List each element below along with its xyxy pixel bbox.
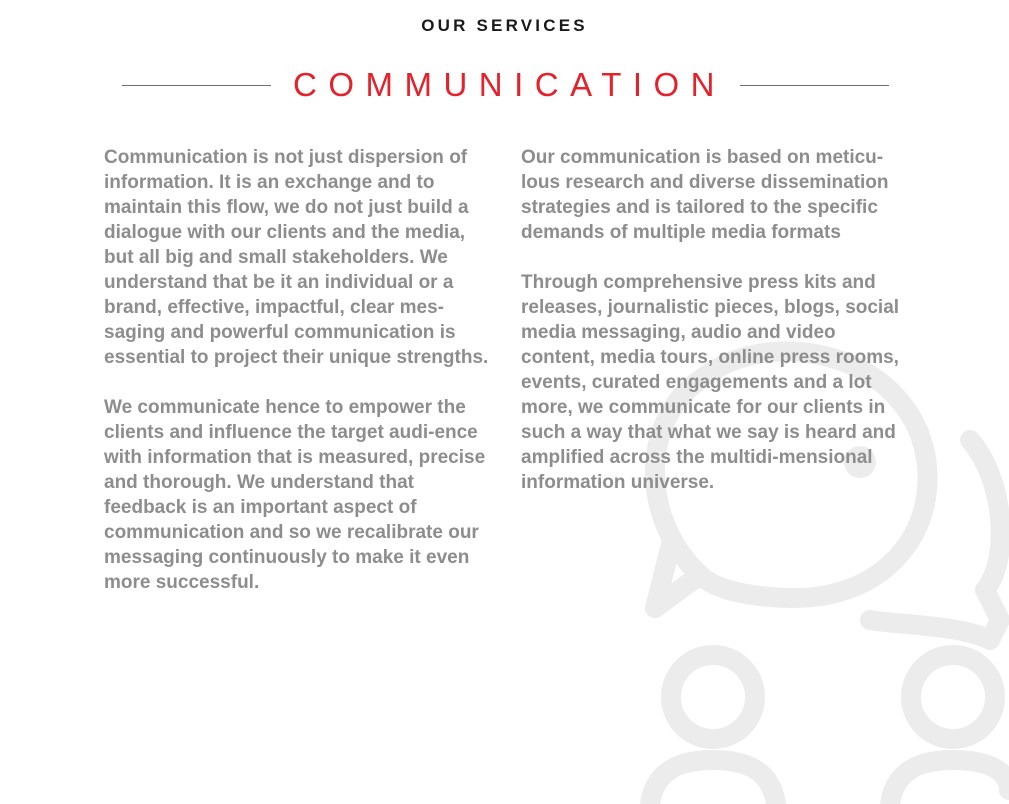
title-divider-right — [740, 85, 889, 86]
title-divider-left — [122, 85, 271, 86]
title-row — [122, 64, 889, 106]
paragraph: Our communication is based on meticu-lous research and diverse dissemination strategies and is tailored to the specific demands of multiple media formats — [521, 147, 889, 243]
right-column — [521, 145, 906, 520]
left-column — [104, 145, 489, 620]
section-eyebrow: OUR SERVICES — [421, 16, 588, 35]
paragraph: Through comprehensive press kits and releases, journalistic pieces, blogs, social media messaging, audio and video content, media tours, online press rooms, events, curated engagements and a lot more, we communicate for our clients in such a way that what we say is heard and amplified across the multidi-mensional information universe. — [521, 272, 900, 493]
page-title: COMMUNICATION — [292, 66, 727, 103]
paragraph: Communication is not just dispersion of information. It is an exchange and to maintain this flow, we do not just build a dialogue with our clients and the media, but all big and small stakeholders. We understand that be it an individual or a brand, effective, impactful, clear mes-saging and powerful communication is essential to project their unique strengths. — [104, 147, 489, 368]
paragraph: We communicate hence to empower the clients and influence the target audi-ence with information that is measured, precise and thorough. We understand that feedback is an important aspect of communication and so we recalibrate our messaging continuously to make it even more successful. — [104, 397, 486, 593]
